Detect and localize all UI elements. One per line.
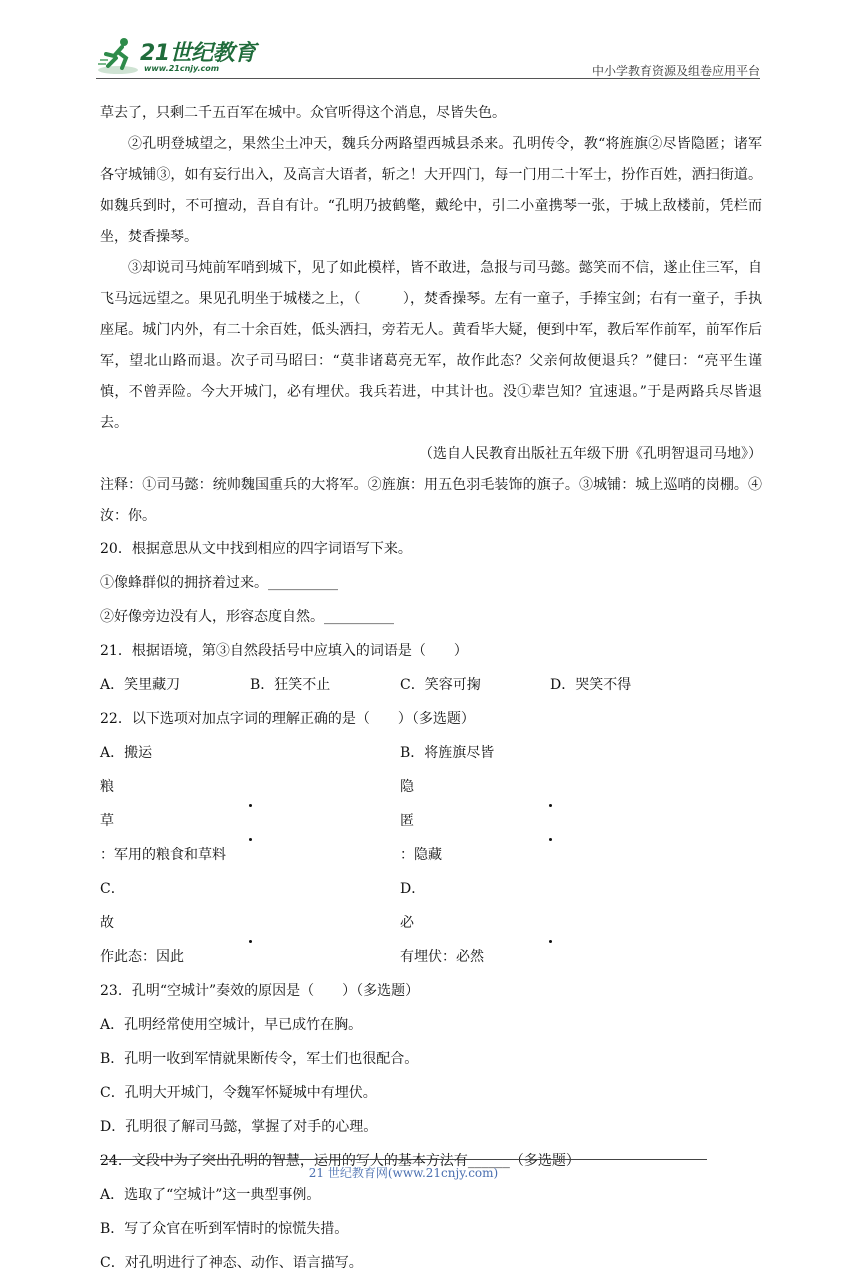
passage-source: （选自人民教育出版社五年级下册《孔明智退司马地》） [419,446,762,462]
question-24-stem: 24．文段中为了突出孔明的智慧，运用的写人的基本方法有______（多选题） [100,1153,580,1169]
option-c[interactable]: C．对孔明进行了神态、动作、语言描写。 [100,1255,363,1271]
site-logo[interactable] [96,34,266,78]
header-divider [96,78,760,79]
option-d-dotted [400,906,700,940]
question-20-item-2[interactable]: ②好像旁边没有人，形容态度自然。__________ [100,609,394,625]
option-b[interactable] [400,736,700,872]
emphasis-char: 草 [100,804,400,838]
emphasis-char: 隐 [400,770,700,804]
passage-paragraph-2: ②孔明登城望之，果然尘土冲天，魏兵分两路望西城县杀来。孔明传令，教“将旌旗②尽皆隐匿；诸军各守城铺③，如有妄行出入，及高言大语者，斩之！大开四门，每一门用二十军士，扮作百姓，洒扫街道。如魏兵到时，不可擅动，吾自有计。“孔明乃披鹤氅，戴纶中，引二小童携琴一张，于城上敌楼前，凭栏而坐，焚香操琴。 [100,136,762,245]
emphasis-char: 必 [400,906,700,940]
passage-notes: 注释：①司马懿：统帅魏国重兵的大将军。②旌旗：用五色羽毛装饰的旗子。③城铺：城上巡哨的岗棚。④汝：你。 [100,477,762,524]
option-c[interactable]: C．孔明大开城门，令魏军怀疑城中有埋伏。 [100,1085,377,1101]
option-b-suffix: ：隐藏 [400,847,442,863]
option-a[interactable]: A．孔明经常使用空城计，早已成竹在胸。 [100,1017,363,1033]
page-footer[interactable]: 21 世纪教育网(www.21cnjy.com) [308,1166,499,1180]
question-21 [100,634,762,702]
question-22 [100,702,762,974]
logo-url: www.21cnjy.com [144,64,220,73]
question-21-options [100,668,762,702]
emphasis-char: 匿 [400,804,700,838]
option-d[interactable]: D．孔明很了解司马懿，掌握了对手的心理。 [100,1119,378,1135]
option-b[interactable]: B．狂笑不止 [250,677,331,693]
option-a[interactable]: A．笑里藏刀 [100,677,181,693]
header-platform-text: 中小学教育资源及组卷应用平台 [591,64,760,78]
option-d-suffix: 有埋伏：必然 [400,949,484,965]
footer-divider [100,1159,707,1160]
question-22-stem: 22．以下选项对加点字词的理解正确的是（ ）（多选题） [100,711,475,727]
logo-text: 21世纪教育 [140,41,256,66]
option-d[interactable]: D．哭笑不得 [550,677,632,693]
option-a-dotted [100,770,400,838]
option-c[interactable]: C．笑容可掬 [400,677,481,693]
option-b[interactable]: B．孔明一收到军情就果断传令，军士们也很配合。 [100,1051,419,1067]
option-c-suffix: 作此态：因此 [100,949,184,965]
option-b-dotted [400,770,700,838]
page-header [96,34,760,80]
option-a-suffix: ：军用的粮食和草料 [100,847,226,863]
option-b-prefix: B．将旌旗尽皆 [400,745,495,761]
question-23-stem: 23．孔明“空城计”奏效的原因是（ ）（多选题） [100,983,420,999]
option-b[interactable]: B．写了众官在听到军情时的惊慌失措。 [100,1221,349,1237]
emphasis-char: 故 [100,906,400,940]
option-c-dotted [100,906,400,940]
question-20 [100,532,762,634]
passage-paragraph-1: 草去了，只剩二千五百军在城中。众官听得这个消息，尽皆失色。 [100,105,506,121]
question-22-options-row-2 [100,872,762,974]
option-a[interactable]: A．选取了“空城计”这一典型事例。 [100,1187,321,1203]
option-d-prefix: D． [400,881,426,897]
emphasis-char: 粮 [100,770,400,804]
question-20-stem: 20．根据意思从文中找到相应的四字词语写下来。 [100,541,412,557]
option-a[interactable] [100,736,400,872]
question-20-item-1[interactable]: ①像蜂群似的拥挤着过来。__________ [100,575,338,591]
question-22-options-row-1 [100,736,762,872]
running-man-icon [96,36,140,76]
question-23 [100,974,762,1144]
option-c[interactable] [100,872,400,974]
option-c-prefix: C． [100,881,125,897]
option-d[interactable] [400,872,700,974]
document-body [100,98,762,1280]
passage-paragraph-3: ③却说司马炖前军哨到城下，见了如此模样，皆不敢进，急报与司马懿。懿笑而不信，遂止住三军，自飞马远远望之。果见孔明坐于城楼之上，（ ），焚香操琴。左有一童子，手捧宝剑；右有一童子，手执座尾。城门内外，有二十余百姓，低头洒扫，旁若无人。黄看毕大疑，便到中军，教后军作前军，前军作后军，望北山路而退。次子司马昭曰：“莫非诸葛亮无军，故作此态？父亲何故便退兵？”健曰：“亮平生谨慎，不曾弄险。今大开城门，必有埋伏。我兵若进，中其计也。没①辈岂知？宜速退。”于是两路兵尽皆退去。 [100,260,762,431]
question-21-stem: 21．根据语境，第③自然段括号中应填入的词语是（ ） [100,643,468,659]
option-a-prefix: A．搬运 [100,745,153,761]
